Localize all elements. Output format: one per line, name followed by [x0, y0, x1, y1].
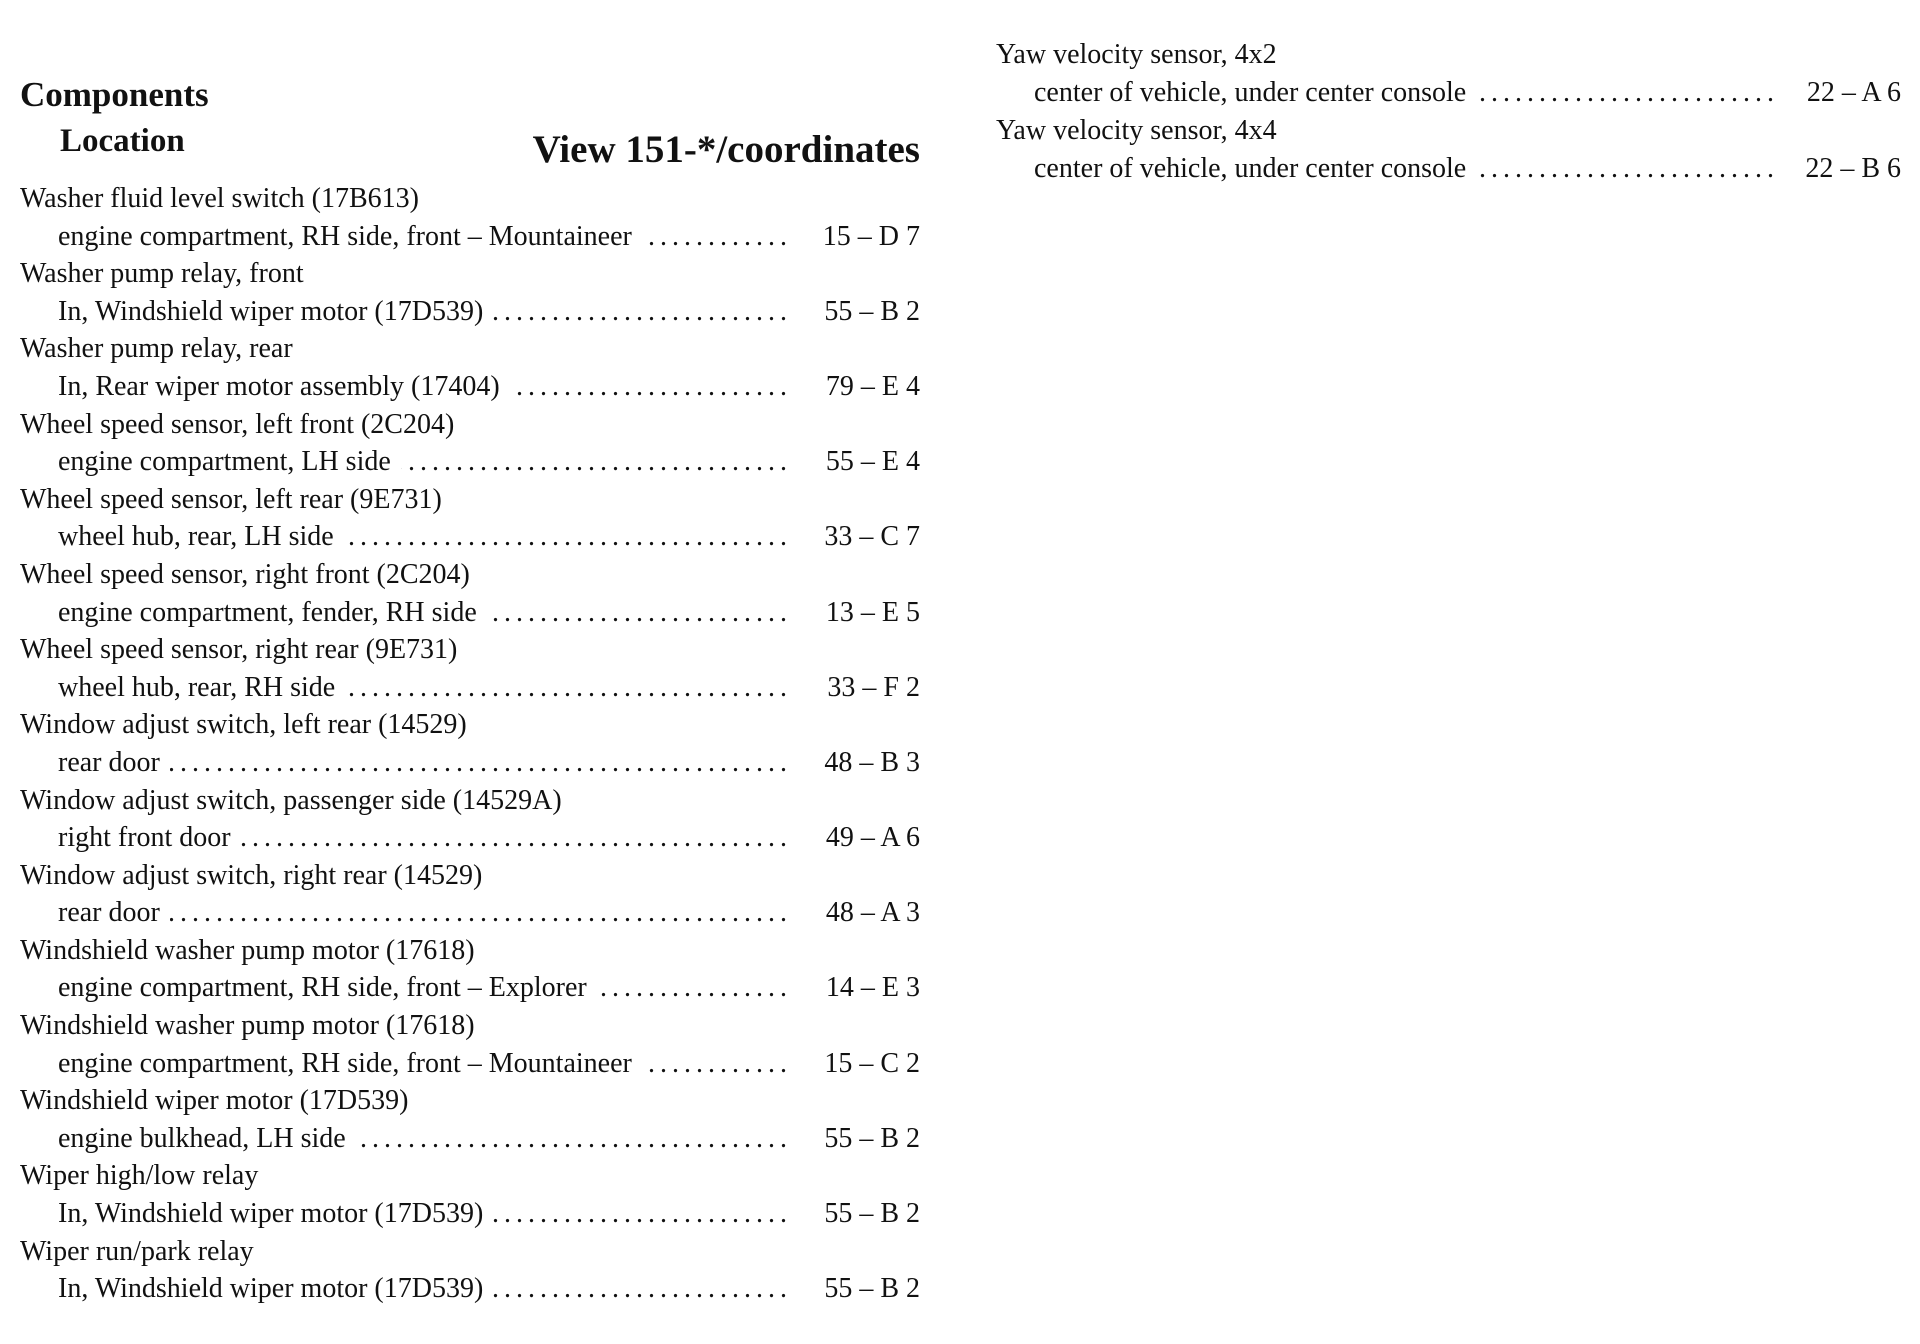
component-location: engine compartment, RH side, front – Explorer	[58, 972, 587, 1004]
view-coordinate: 49 – A 6	[825, 822, 920, 854]
view-coordinates-heading: View 151-*/coordinates	[532, 128, 920, 171]
left-entry-list	[20, 180, 920, 1308]
component-location-row	[20, 819, 920, 857]
component-entry	[20, 255, 920, 330]
component-entry	[20, 706, 920, 781]
dot-leader	[642, 218, 792, 256]
component-name: Windshield washer pump motor (17618)	[20, 934, 475, 966]
view-coordinate: 79 – E 4	[825, 370, 920, 402]
view-coordinate: 22 – A 6	[1806, 77, 1901, 108]
section-heading: Components	[20, 75, 209, 114]
component-name: Wheel speed sensor, right rear (9E731)	[20, 634, 458, 666]
component-entry	[20, 481, 920, 556]
component-entry	[996, 36, 1901, 112]
component-location-row	[20, 1045, 920, 1083]
component-location: In, Windshield wiper motor (17D539)	[58, 1198, 484, 1230]
component-name: Wheel speed sensor, right front (2C204)	[20, 558, 470, 590]
dot-leader	[344, 518, 792, 556]
dot-leader	[345, 669, 792, 707]
component-location-row	[20, 443, 920, 481]
component-name: Wheel speed sensor, left rear (9E731)	[20, 483, 442, 515]
dot-leader	[170, 894, 792, 932]
component-name: Wheel speed sensor, left front (2C204)	[20, 408, 455, 440]
component-entry	[20, 1007, 920, 1082]
view-coordinate: 15 – D 7	[822, 220, 920, 252]
component-name: Washer pump relay, rear	[20, 333, 293, 365]
component-location-row	[20, 744, 920, 782]
component-location-row	[20, 1195, 920, 1233]
view-coordinate: 55 – B 2	[824, 295, 920, 327]
view-coordinate: 15 – C 2	[824, 1047, 920, 1079]
component-location: center of vehicle, under center console	[1034, 153, 1467, 184]
component-location-row	[20, 1120, 920, 1158]
dot-leader	[170, 744, 792, 782]
view-coordinate: 48 – B 3	[824, 746, 920, 778]
view-coordinate: 55 – B 2	[824, 1122, 920, 1154]
component-name: Windshield washer pump motor (17618)	[20, 1010, 475, 1042]
component-location-row	[996, 74, 1901, 112]
component-entry	[20, 631, 920, 706]
component-location-row	[20, 518, 920, 556]
component-name: Window adjust switch, right rear (14529)	[20, 859, 483, 891]
left-column	[20, 74, 920, 1308]
component-location-row	[20, 894, 920, 932]
dot-leader	[510, 368, 792, 406]
dot-leader	[401, 443, 792, 481]
dot-leader	[1476, 74, 1779, 112]
component-entry	[20, 406, 920, 481]
component-location: engine compartment, LH side	[58, 446, 391, 478]
component-name: Wiper run/park relay	[20, 1235, 254, 1267]
component-entry	[20, 1233, 920, 1308]
view-coordinate: 22 – B 6	[1805, 153, 1901, 184]
component-location-row	[20, 669, 920, 707]
component-entry	[20, 1082, 920, 1157]
component-location: engine bulkhead, LH side	[58, 1122, 346, 1154]
component-entry	[20, 330, 920, 405]
component-name: Window adjust switch, passenger side (14529A)	[20, 784, 562, 816]
component-name: Washer fluid level switch (17B613)	[20, 183, 419, 214]
right-entry-list	[996, 36, 1901, 188]
component-location-row	[20, 1270, 920, 1308]
component-name: Yaw velocity sensor, 4x4	[996, 115, 1277, 146]
component-name: Yaw velocity sensor, 4x2	[996, 39, 1277, 70]
component-location: wheel hub, rear, LH side	[58, 521, 334, 553]
component-location: wheel hub, rear, RH side	[58, 671, 336, 703]
dot-leader	[1476, 150, 1779, 188]
component-name: Window adjust switch, left rear (14529)	[20, 709, 467, 741]
dot-leader	[356, 1120, 792, 1158]
component-entry	[20, 556, 920, 631]
component-location-row	[20, 969, 920, 1007]
dot-leader	[493, 293, 792, 331]
component-location: In, Windshield wiper motor (17D539)	[58, 1273, 484, 1305]
component-name: Washer pump relay, front	[20, 258, 304, 290]
dot-leader	[642, 1045, 792, 1083]
component-location: engine compartment, RH side, front – Mountaineer	[58, 1047, 632, 1079]
component-location: engine compartment, fender, RH side	[58, 596, 477, 628]
view-coordinate: 48 – A 3	[825, 897, 920, 929]
view-coordinate: 55 – B 2	[824, 1198, 920, 1230]
component-location-row	[20, 368, 920, 406]
location-heading: Location	[60, 123, 185, 159]
component-location: rear door	[58, 746, 160, 778]
component-location: center of vehicle, under center console	[1034, 77, 1467, 108]
view-coordinate: 13 – E 5	[825, 596, 920, 628]
component-entry	[996, 112, 1901, 188]
component-location: In, Rear wiper motor assembly (17404)	[58, 370, 500, 402]
view-coordinate: 33 – C 7	[824, 521, 920, 553]
component-name: Wiper high/low relay	[20, 1160, 259, 1192]
component-location-row	[20, 293, 920, 331]
right-column	[996, 36, 1901, 188]
dot-leader	[493, 1270, 792, 1308]
dot-leader	[487, 594, 792, 632]
component-name: Windshield wiper motor (17D539)	[20, 1085, 409, 1117]
component-location-row	[996, 150, 1901, 188]
component-location: In, Windshield wiper motor (17D539)	[58, 295, 484, 327]
view-coordinate: 33 – F 2	[827, 671, 920, 703]
view-coordinate: 55 – E 4	[825, 446, 920, 478]
component-location: engine compartment, RH side, front – Mountaineer	[58, 220, 632, 252]
component-location-row	[20, 218, 920, 256]
column-headings	[20, 120, 920, 180]
view-coordinate: 55 – B 2	[824, 1273, 920, 1305]
component-entry	[20, 782, 920, 857]
dot-leader	[597, 969, 792, 1007]
component-entry	[20, 857, 920, 932]
dot-leader	[241, 819, 792, 857]
component-location: rear door	[58, 897, 160, 929]
component-location-row	[20, 594, 920, 632]
component-entry	[20, 932, 920, 1007]
dot-leader	[493, 1195, 792, 1233]
component-entry	[20, 1157, 920, 1232]
view-coordinate: 14 – E 3	[825, 972, 920, 1004]
component-entry	[20, 180, 920, 255]
component-location: right front door	[58, 822, 231, 854]
